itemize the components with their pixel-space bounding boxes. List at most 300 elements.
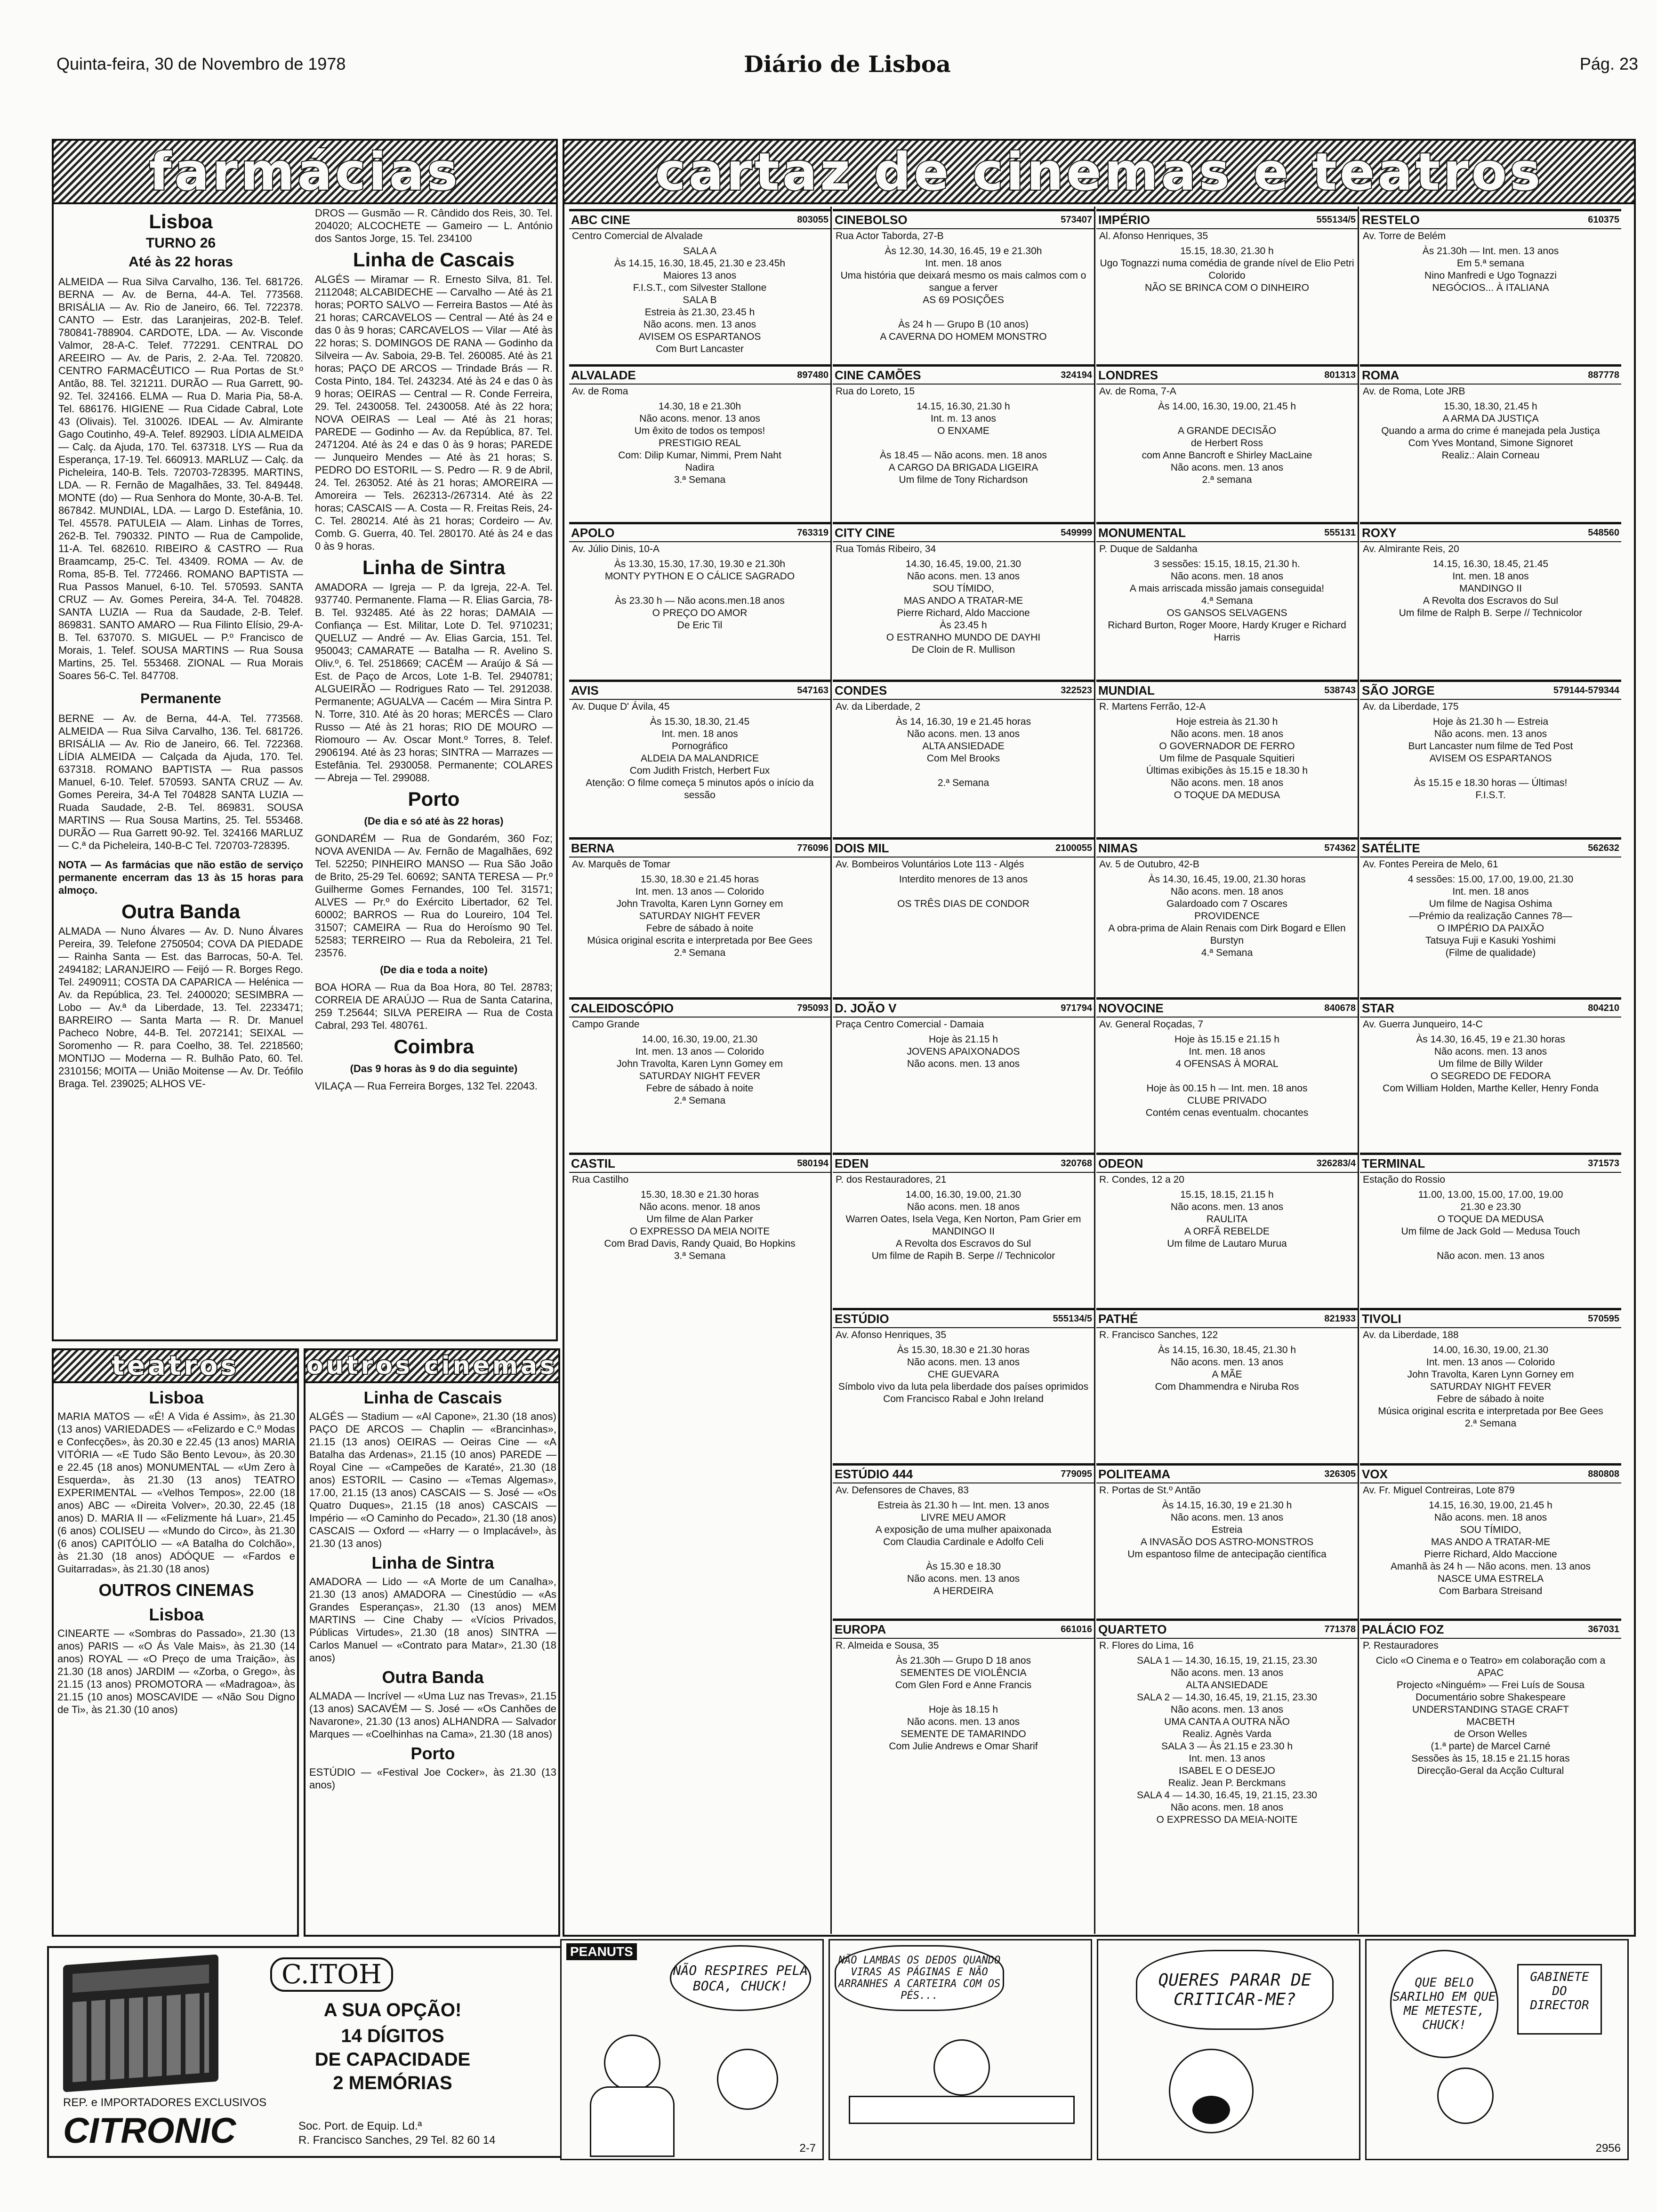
ad-rep: REP. e IMPORTADORES EXCLUSIVOS: [63, 2096, 267, 2109]
cinema-header: [833, 1310, 1094, 1328]
cinema-program: 15.30, 18.30, 21.45 h A ARMA DA JUSTIÇA Quando a arma do crime é manejada pela Justiça Com Yves Montand, Simone Signoret Realiz.: Alain Corneau: [1381, 401, 1600, 461]
cinema-name: BERNA: [571, 841, 615, 855]
cinema-listing: [1360, 1308, 1621, 1463]
cinema-program: Ciclo «O Cinema e o Teatro» em colaboração com a APAC Projecto «Ninguém» — Frei Luís de Sousa Documentário sobre Shakespeare UNDERSTANDING STAGE CRAFT MACBETH de Orson Welles (1.ª parte) de Marcel Carné Sessões às 15, 18.15 e 21.15 horas Direcção-Geral da Acção Cultural: [1375, 1655, 1606, 1776]
cinema-listing: [569, 837, 830, 997]
cinema-program: Às 12.30, 14.30, 16.45, 19 e 21.30h Int. men. 18 anos Uma história que deixará mesmo os mais calmos com o sangue a ferver AS 69 POSIÇÕES Às 24 h — Grupo B (10 anos) A CAVERNA DO HOMEM MONSTRO: [840, 246, 1086, 342]
cinema-program: 4 sessões: 15.00, 17.00, 19.00, 21.30 Int. men. 18 anos Um filme de Nagisa Oshima —Prémio da realização Cannes 78— O IMPÉRIO DA PAIXÃO Tatsuya Fuji e Kasuki Yoshimi (Filme de qualidade): [1408, 874, 1574, 958]
cinema-program: 14.15, 16.30, 21.30 h Int. m. 13 anos O ENXAME Às 18.45 — Não acons. men. 18 anos A CARGO DA BRIGADA LIGEIRA Um filme de Tony Richardson: [880, 401, 1047, 485]
outros-cinemas-section: [304, 1348, 560, 1937]
cinema-name: STAR: [1362, 1001, 1394, 1015]
teatros-banner: teatros: [54, 1350, 297, 1383]
cinema-header: [569, 840, 830, 858]
cinema-listing: [1096, 680, 1358, 837]
farmacias-porto-heading: Porto: [408, 788, 460, 810]
cartaz-banner: cartaz de cinemas e teatros: [564, 141, 1634, 204]
cinema-address: Campo Grande: [572, 1019, 640, 1030]
cinema-header: [833, 1000, 1094, 1018]
cinema-address: Av. da Liberdade, 2: [836, 701, 921, 712]
cinema-header: [1360, 367, 1621, 385]
teatros-col: [57, 1386, 295, 1934]
cinema-phone: 367031: [1588, 1624, 1619, 1635]
cinema-phone: 548560: [1588, 527, 1619, 538]
cinema-listing: [833, 1153, 1094, 1308]
cinema-name: APOLO: [571, 525, 615, 540]
cinema-address: R. Flores do Lima, 16: [1099, 1640, 1194, 1651]
cinema-phone: 326283/4: [1316, 1158, 1356, 1169]
outros-sintra-list: AMADORA — Lido — «A Morte de um Canalha», 21.30 (13 anos) AMADORA — Cinestúdio — «As Grandes Esperanças», 21.30 (13 anos) MEM MARTINS — Cine Chaby — «Vícios Privados, Públicas Virtudes», 21.30 (18 anos) SINTRA — Carlos Manuel — «Contrato para Matar», 21.30 (18 anos): [309, 1576, 556, 1664]
cinema-name: POLITEAMA: [1098, 1467, 1171, 1481]
farmacias-porto-sub: (De dia e só até às 22 horas): [364, 815, 504, 827]
cinema-phone: 801313: [1324, 369, 1356, 380]
cinema-header: [1096, 840, 1358, 858]
teatros-city: Lisboa: [149, 1388, 204, 1407]
comic-panel-1: [560, 1939, 824, 2160]
cinema-listing: [1096, 209, 1358, 364]
cinema-address: Al. Afonso Henriques, 35: [1099, 231, 1208, 241]
cinema-phone: 763319: [797, 527, 828, 538]
cinema-program: Estreia às 21.30 h — Int. men. 13 anos LIVRE MEU AMOR A exposição de uma mulher apaixonada Com Claudia Cardinale e Adolfo Celi Às 15.30 e 18.30 Não acons. men. 13 anos A HERDEIRA: [875, 1500, 1052, 1596]
page-header: [56, 51, 1638, 82]
cinema-header: [833, 840, 1094, 858]
ad-company: CITRONIC: [63, 2111, 236, 2151]
cinema-phone: 549999: [1061, 527, 1092, 538]
cinema-name: TERMINAL: [1362, 1156, 1425, 1170]
column-rule: [830, 207, 832, 1934]
cinema-name: IMPÉRIO: [1098, 212, 1150, 227]
cinema-name: DOIS MIL: [835, 841, 889, 855]
cinema-address: R. Almeida e Sousa, 35: [836, 1640, 939, 1651]
outros-porto-heading: Porto: [410, 1744, 455, 1763]
cinema-listing: [833, 1619, 1094, 1797]
farmacias-porto-sub2: (De dia e toda a noite): [380, 964, 488, 976]
cinema-header: [1360, 1621, 1621, 1639]
cinema-header: [833, 367, 1094, 385]
farmacias-ate: Até às 22 horas: [129, 254, 233, 270]
cinema-header: [1360, 840, 1621, 858]
cinema-address: Av. Bombeiros Voluntários Lote 113 - Algés: [836, 859, 1024, 870]
cinema-program: SALA 1 — 14.30, 16.15, 19, 21.15, 23.30 Não acons. men. 13 anos ALTA ANSIEDADE SALA 2 — 14.30, 16.45, 19, 21.15, 23.30 Não acons. men. 13 anos UMA CANTA A OUTRA NÃO Realiz. Agnès Varda SALA 3 — Às 21.15 e 23.30 h Int. men. 13 anos ISABEL E O DESEJO Realiz. Jean P. Berckmans SALA 4 — 14.30, 16.45, 19, 21.15, 23.30 Não acons. men. 18 anos O EXPRESSO DA MEIA-NOITE: [1137, 1655, 1317, 1825]
cinema-listing: [1360, 209, 1621, 364]
cinema-name: CITY CINE: [835, 525, 895, 540]
column-rule: [1094, 207, 1095, 1934]
outros-outrabanda-list: ALMADA — Incrível — «Uma Luz nas Trevas», 21.15 (13 anos) SACAVÉM — S. José — «Os Canhões de Navarone», 21.30 (13 anos) ALHANDRA — Salvador Marques — «Coelhinhas na Cama», 21.30 (18 anos): [309, 1690, 556, 1740]
cinema-phone: 821933: [1324, 1313, 1356, 1324]
cinema-listing: [1096, 1619, 1358, 1825]
cinema-phone: 326305: [1324, 1468, 1356, 1479]
cinema-program: 3 sessões: 15.15, 18.15, 21.30 h. Não acons. men. 18 anos A mais arriscada missão jamais conseguida! 4.ª Semana OS GANSOS SELVAGENS Richard Burton, Roger Moore, Hardy Kruger e Richard Harris: [1108, 559, 1346, 643]
cinema-listing: [1096, 364, 1358, 522]
citronic-ad: [47, 1946, 570, 2158]
cinema-program: Hoje às 21.30 h — Estreia Não acons. men. 13 anos Burt Lancaster num filme de Ted Post AVISEM OS ESPARTANOS Às 15.15 e 18.30 horas — Últimas! F.I.S.T.: [1408, 716, 1573, 801]
cinema-header: [1096, 1621, 1358, 1639]
cinema-header: [569, 1155, 830, 1173]
farmacias-sintra-list: AMADORA — Igreja — P. da Igreja, 22-A. Tel. 937740. Permanente. Flama — R. Elias Garcia, 78-B. Tel. 932485. Até às 22 horas; DAMAIA — Confiança — Est. Militar, Lote D. Tel. 9710231; QUELUZ — André — Av. Elias Garcia, 151. Tel. 950043; CAMARATE — Batalha — R. Avelino S. Oliv.º, 6. Tel. 2518669; CACÉM — Araújo & Sá — Est. de Paço de Arcos, Lote 1-B. Tel. 2940781; ALGUEIRÃO — Rodrigues Rato — Tel. 2912038. Permanente; AGUALVA — Cacém — Mira Sintra P. N. Torre, 310. Até às 20 horas; MERCÊS — Claro Russo — Até às 21 horas; RIO DE MOURO — Riomouro — Av. Oscar Mont.º Torres, 8. Telef. 2906194. Até às 23 horas; SINTRA — Marrazes — Estefânia. Tel. 2930058. Permanente; COLARES — Abreja — Tel. 299088.: [315, 581, 553, 784]
cinema-phone: 320768: [1061, 1158, 1092, 1169]
comic-number: 2956: [1595, 2142, 1621, 2155]
cinema-program: Às 14.30, 16.45, 19 e 21.30 horas Não acons. men. 13 anos Um filme de Billy Wilder O SEGREDO DE FEDORA Com William Holden, Marthe Keller, Henry Fonda: [1383, 1034, 1599, 1094]
cartaz-section: [563, 139, 1636, 1937]
cinema-header: [833, 524, 1094, 542]
farmacias-section: [52, 139, 558, 1341]
cinema-name: TIVOLI: [1362, 1311, 1401, 1326]
outros-outrabanda-heading: Outra Banda: [382, 1667, 484, 1687]
cinema-address: Av. Guerra Junqueiro, 14-C: [1363, 1019, 1483, 1030]
calculator-display: [72, 1964, 209, 1993]
outros-lisboa-list: CINEARTE — «Sombras do Passado», 21.30 (13 anos) PARIS — «O Ás Vale Mais», às 21.30 (14 anos) ROYAL — «O Preço de uma Traição», às 21.30 (18 anos) JARDIM — «Zorba, o Grego», às 21.15 (13 anos) PROMOTORA — «Madragoa», às 21.15 (10 anos) MOSCAVIDE — «Não Sou Digno de Ti», às 21.30 (10 anos): [57, 1627, 295, 1715]
page-number: Pág. 23: [1579, 54, 1638, 73]
cinema-listing: [1096, 997, 1358, 1153]
cinema-phone: 840678: [1324, 1002, 1356, 1013]
cinema-header: [1360, 1310, 1621, 1328]
cinema-listing: [1360, 1153, 1621, 1308]
ad-line2: DE CAPACIDADE: [314, 2049, 471, 2070]
cinema-listing: [833, 522, 1094, 680]
cinema-listing: [569, 209, 830, 364]
farmacias-coimbra-sub: (Das 9 horas às 9 do dia seguinte): [350, 1063, 518, 1074]
cinema-address: Av. Almirante Reis, 20: [1363, 544, 1459, 554]
outros-lisboa-heading: Lisboa: [149, 1605, 204, 1624]
cinema-phone: 897480: [797, 369, 828, 380]
cinema-name: EDEN: [835, 1156, 869, 1170]
outros-porto-list: ESTÚDIO — «Festival Joe Cocker», às 21.30 (13 anos): [309, 1766, 556, 1791]
cinema-address: Av. Defensores de Chaves, 83: [836, 1485, 969, 1496]
cinema-address: Av. Fr. Miguel Contreiras, Lote 879: [1363, 1485, 1515, 1496]
cinema-name: AVIS: [571, 683, 599, 697]
farmacias-col-2: [315, 207, 553, 1336]
cinema-program: Às 21.30h — Grupo D 18 anos SEMENTES DE VIOLÊNCIA Com Glen Ford e Anne Francis Hoje às 18.15 h Não acons. men. 13 anos SEMENTE DE TAMARINDO Com Julie Andrews e Omar Sharif: [889, 1655, 1038, 1752]
cinema-program: Às 13.30, 15.30, 17.30, 19.30 e 21.30h MONTY PYTHON E O CÁLICE SAGRADO Às 23.30 h — Não acons.men.18 anos O PREÇO DO AMOR De Eric Til: [604, 559, 795, 631]
cinema-phone: 573407: [1061, 214, 1092, 225]
cinema-header: [569, 1000, 830, 1018]
cinema-phone: 779095: [1061, 1468, 1092, 1479]
masthead: Diário de Lisboa: [744, 51, 951, 78]
comic-date: 2-7: [799, 2142, 816, 2155]
outros-cinemas-heading: OUTROS CINEMAS: [98, 1580, 254, 1600]
cinema-phone: 971794: [1061, 1002, 1092, 1013]
cinema-phone: 580194: [797, 1158, 828, 1169]
cinema-phone: 880808: [1588, 1468, 1619, 1479]
cinema-name: LONDRES: [1098, 368, 1158, 382]
desk: [849, 2096, 1075, 2124]
cinema-header: [1096, 682, 1358, 700]
cinema-phone: 771378: [1324, 1624, 1356, 1635]
office-sign: GABINETE DO DIRECTOR: [1517, 1964, 1602, 2035]
cinema-header: [1360, 524, 1621, 542]
outros-cascais-heading: Linha de Cascais: [363, 1388, 502, 1407]
cinema-program: 11.00, 13.00, 15.00, 17.00, 19.00 21.30 e 23.30 O TOQUE DA MEDUSA Um filme de Jack Gold — Medusa Touch Não acon. men. 13 anos: [1401, 1189, 1580, 1261]
cinema-phone: 2100055: [1055, 842, 1092, 853]
cinema-address: Av. de Roma, Lote JRB: [1363, 386, 1465, 397]
cinema-header: [1096, 367, 1358, 385]
cinema-name: PATHÉ: [1098, 1311, 1138, 1326]
cinema-address: Centro Comercial de Alvalade: [572, 231, 703, 241]
cinema-name: MONUMENTAL: [1098, 525, 1186, 540]
cinema-listing: [833, 209, 1094, 364]
cinema-header: [569, 367, 830, 385]
cinema-address: Av. Marquês de Tomar: [572, 859, 670, 870]
cinema-address: P. dos Restauradores, 21: [836, 1174, 947, 1185]
cinema-address: Rua do Loreto, 15: [836, 386, 915, 397]
cinema-header: [1096, 1000, 1358, 1018]
cinema-address: Estação do Rossio: [1363, 1174, 1446, 1185]
cinema-name: NOVOCINE: [1098, 1001, 1164, 1015]
cinema-address: R. Portas de St.º Antão: [1099, 1485, 1201, 1496]
charlie-figure: [933, 2039, 990, 2096]
cinema-address: Av. Duque D' Ávila, 45: [572, 701, 670, 712]
farmacias-cont: DROS — Gusmão — R. Cândido dos Reis, 30. Tel. 204020; ALCOCHETE — Gameiro — L. António dos Santos Jorge, 15. Tel. 234100: [315, 207, 553, 244]
cinema-name: ODEON: [1098, 1156, 1143, 1170]
cinema-address: Av. Afonso Henriques, 35: [836, 1330, 947, 1340]
cinema-program: Às 14.00, 16.30, 19.00, 21.45 h A GRANDE DECISÃO de Herbert Ross com Anne Bancroft e Shirley MacLaine Não acons. men. 13 anos 2.ª semana: [1142, 401, 1312, 485]
cinema-listing: [1096, 1308, 1358, 1463]
cinema-header: [833, 1621, 1094, 1639]
cinema-phone: 887778: [1588, 369, 1619, 380]
cinema-program: 14.15, 16.30, 19.00, 21.45 h Não acons. men. 18 anos SOU TÍMIDO, MAS ANDO A TRATAR-ME Pierre Richard, Aldo Maccione Amanhã às 24 h — Não acons. men. 13 anos NASCE UMA ESTRELA Com Barbara Streisand: [1391, 1500, 1591, 1596]
cinema-header: [1096, 1310, 1358, 1328]
cinema-name: PALÁCIO FOZ: [1362, 1622, 1444, 1636]
cinema-listing: [1360, 997, 1621, 1153]
cinema-header: [1096, 1155, 1358, 1173]
cinema-header: [1096, 1466, 1358, 1483]
farmacias-permanente-heading: Permanente: [140, 691, 221, 706]
cinema-listing: [833, 680, 1094, 837]
cinema-phone: 661016: [1061, 1624, 1092, 1635]
outros-cascais-list: ALGÉS — Stadium — «Al Capone», 21.30 (18 anos) PAÇO DE ARCOS — Chaplin — «Brancinhas», 21.15 (13 anos) OEIRAS — Oeiras Cine — «A Batalha das Ardenas», 21.15 (10 anos) PAREDE — Royal Cine — «Campeões de Karaté», 21.30 (18 anos) ESTORIL — Casino — «Temas Algemas», 17.00, 21.15 (13 anos) CASCAIS — S. José — «Os Quatro Duques», 21.15 (18 anos) CASCAIS — Império — «O Caminho do Pecado», 21.30 (18 anos) CASCAIS — Oxford — «Harry — o Implacável», às 21.30 (13 anos): [309, 1411, 556, 1549]
cinema-name: EUROPA: [835, 1622, 886, 1636]
cinema-header: [1096, 211, 1358, 229]
cinema-header: [1360, 1000, 1621, 1018]
cinema-name: SATÉLITE: [1362, 841, 1420, 855]
cinema-program: 14.30, 18 e 21.30h Não acons. menor. 13 anos Um êxito de todos os tempos! PRESTIGIO REAL Com: Dilip Kumar, Nimmi, Prem Naht Nadira 3.ª Semana: [618, 401, 781, 485]
cinema-name: SÃO JORGE: [1362, 683, 1435, 697]
calculator-keys: [72, 1993, 209, 2082]
cinema-listing: [1096, 1153, 1358, 1308]
cinema-phone: 562632: [1588, 842, 1619, 853]
cinema-program: 15.15, 18.30, 21.30 h Ugo Tognazzi numa comédia de grande nível de Elio Petri Colorido NÃO SE BRINCA COM O DINHEIRO: [1100, 246, 1354, 293]
cinema-program: Às 14.30, 16.45, 19.00, 21.30 horas Não acons. men. 18 anos Galardoado com 7 Oscares PROVIDENCE A obra-prima de Alain Renais com Dirk Bogard e Ellen Burstyn 4.ª Semana: [1108, 874, 1346, 958]
cinema-address: R. Martens Ferrão, 12-A: [1099, 701, 1206, 712]
cinema-name: CALEIDOSCÓPIO: [571, 1001, 674, 1015]
farmacias-banner: farmácias: [54, 141, 556, 204]
cinema-address: Av. Fontes Pereira de Melo, 61: [1363, 859, 1498, 870]
column-rule: [1358, 207, 1359, 1934]
comic-title: PEANUTS: [566, 1943, 637, 1960]
cinema-name: ROMA: [1362, 368, 1400, 382]
cinema-phone: 371573: [1588, 1158, 1619, 1169]
cinema-program: Às 14, 16.30, 19 e 21.45 horas Não acons. men. 13 anos ALTA ANSIEDADE Com Mel Brooks 2.ª Semana: [895, 716, 1031, 788]
cinema-listing: [1360, 680, 1621, 837]
cinema-phone: 555134/5: [1316, 214, 1356, 225]
cinema-program: Hoje às 21.15 h JOVENS APAIXONADOS Não acons. men. 13 anos: [907, 1034, 1020, 1069]
farmacias-outrabanda-list: ALMADA — Nuno Álvares — Av. D. Nuno Álvares Pereira, 39. Telefone 2750504; COVA DA PIEDADE — Rainha Santa — Est. das Barrocas, 50-A. Tel. 2494182; LARANJEIRO — Feijó — R. Borges Rego. Tel. 2490911; COSTA DA CAPARICA — Helénica — Av. da República, 23. Tel. 2400020; SESIMBRA — Lobo — Av.ª da Liberdade, 13. Tel. 2233471; BARREIRO — Santa Marta — R. Dr. Manuel Pacheco Nobre, 44-B. Tel. 2072141; SEIXAL — Soromenho — R. para Coelho, 38. Tel. 2218560; MONTIJO — Moderna — R. Bulhão Pato, 60. Tel. 2310156; MOITA — União Moitense — Av. Dr. Teófilo Braga. Tel. 239025; ALHOS VE-: [58, 925, 303, 1090]
cinema-header: [1360, 1466, 1621, 1483]
cinema-header: [833, 1466, 1094, 1483]
cinema-program: Às 14.15, 16.30, 19 e 21.30 h Não acons. men. 13 anos Estreia A INVASÃO DOS ASTRO-MONSTROS Um espantoso filme de antecipação científica: [1127, 1500, 1327, 1560]
cinema-listing: [1360, 522, 1621, 680]
issue-date: Quinta-feira, 30 de Novembro de 1978: [56, 54, 346, 73]
cinema-address: Av. de Roma: [572, 386, 628, 397]
farmacias-cascais-list: ALGÉS — Miramar — R. Ernesto Silva, 81. Tel. 2112048; ALCABIDECHE — Carvalho — Até às 21 horas; PORTO SALVO — Ferreira Bastos — Até às 21 horas; CARCAVELOS — Central — Até às 24 e das 0 às 9 horas; CARCAVELOS — Vilar — Até às 22 horas; S. DOMINGOS DE RANA — Godinho da Silveira — Av. Saboia, 29-B. Tel. 260085. Até às 21 horas; PAÇO DE ARCOS — Trindade Brás — R. Costa Pinto, 184. Tel. 243234. Até às 24 e das 0 às 9 horas; OEIRAS — Central — R. Conde Ferreira, 29. Tel. 2430058. Tel. 2430058. Até às 22 hora; NOVA OEIRAS — Leal — Até às 21 horas; PAREDE — Godinho — Av. da República, 87. Tel. 2471204. Até às 24 e das 0 às 9 horas; PAREDE — Junqueiro Mendes — Até às 21 horas; S. PEDRO DO ESTORIL — S. Pedro — R. 9 de Abril, 24. Tel. 263052. Até às 21 horas; AMOREIRA — Amoreira — Tels. 262313-/267314. Até às 22 horas; CASCAIS — A. Costa — R. Freitas Reis, 24-C. Tel. 280214. Até às 21 horas; Cordeiro — Av. Comb. G. Guerra, 40. Tel. 280170. Até às 24 e das 0 às 9 horas.: [315, 273, 553, 552]
cinema-header: [569, 682, 830, 700]
cinema-address: Praça Centro Comercial - Damaia: [836, 1019, 984, 1030]
cinema-phone: 579144-579344: [1553, 685, 1619, 696]
cinema-listing: [833, 1463, 1094, 1619]
ad-line1: 14 DÍGITOS: [341, 2026, 444, 2046]
cinema-phone: 610375: [1588, 214, 1619, 225]
cinema-program: 15.15, 18.15, 21.15 h Não acons. men. 13 anos RAULITA A ORFÃ REBELDE Um filme de Lautaro Murua: [1167, 1189, 1287, 1249]
outros-col: [309, 1386, 556, 1934]
ad-tagline: A SUA OPÇÃO!: [323, 2000, 462, 2020]
cinema-phone: 324194: [1061, 369, 1092, 380]
cinema-program: 14.15, 16.30, 18.45, 21.45 Int. men. 18 anos MANDINGO II A Revolta dos Escravos do Sul Um filme de Ralph B. Serpe // Technicolor: [1399, 559, 1583, 618]
cinema-phone: 776096: [797, 842, 828, 853]
cinema-header: [833, 211, 1094, 229]
cinema-name: QUARTETO: [1098, 1622, 1167, 1636]
cinema-listing: [569, 997, 830, 1153]
farmacias-cascais-heading: Linha de Cascais: [353, 248, 515, 271]
cinema-header: [569, 211, 830, 229]
cinema-phone: 803055: [797, 214, 828, 225]
farmacias-coimbra-heading: Coimbra: [394, 1035, 474, 1058]
cinema-listing: [569, 1153, 830, 1764]
cinema-header: [1360, 682, 1621, 700]
ad-addr2: R. Francisco Sanches, 29 Tel. 82 60 14: [298, 2134, 496, 2147]
farmacias-porto-list: GONDARÉM — Rua de Gondarém, 360 Foz; NOVA AVENIDA — Av. Fernão de Magalhães, 692 Tel. 52250; PINHEIRO MANSO — Rua São João de Brito, 25-29 Tel. 60692; SANTA TERESA — Pr.º Guilherme Gomes Fernandes, 100 Tel. 31571; ALVES — Pr.º do Exército Libertador, 62 Tel. 60002; BARROS — Rua do Loureiro, 104 Tel. 31507; CAMEIRA — Rua do Heroísmo 90 Tel. 52583; TERREIRO — Rua da Reboleira, 21 Tel. 23576.: [315, 833, 553, 959]
cinema-name: NIMAS: [1098, 841, 1138, 855]
cinema-name: ESTÚDIO 444: [835, 1467, 913, 1481]
cinema-listing: [1360, 364, 1621, 522]
cinema-phone: 322523: [1061, 685, 1092, 696]
cinema-listing: [1360, 837, 1621, 997]
farmacias-lisboa-list: ALMEIDA — Rua Silva Carvalho, 136. Tel. 681726. BERNA — Av. de Berna, 44-A. Tel. 773568. BRISÁLIA — Av. Rio de Janeiro, 66. Tel. 722378. CANTO — Estr. das Laranjeiras, 202-B. Telef. 780841-788904. CARDOTE, LDA. — Av. Visconde Valmor, 28-A-C. Telef. 772291. CENTRAL DO AREEIRO — Av. de Paris, 2. 2-Aa. Tel. 720820. CENTRO FARMACÊUTICO — Rua Portas de St.º Antão, 88. Tel. 321211. DURÃO — Rua Garrett, 90-92. Tel. 324166. ELMA — Rua D. Maria Pia, 58-A. Tel. 686176. HIGIENE — Rua Cidade Cabral, Lote 43 (Olivais). Tel. 310026. IDEAL — Av. Almirante Gago Coutinho, 49-A. Telef. 892903. LÍDIA ALMEIDA — Calç. da Ajuda, 170. Tel. 637318. LYS — Rua da Esperança, 17-19. Tel. 660913. MARLUZ — Calç. da Picheleira, 140-B. Tels. 720703-728395. MARTINS, LDA. — R. Fernão de Magalhães, 33. Tel. 849448. MONTE (do) — Rua Senhora do Monte, 30-A-B. Tel. 867842. MUNDIAL, LDA. — Largo D. Estefânia, 10. Tel. 45578. PATULEIA — Alam. Linhas de Torres, 262-B. Tel. 790332. PINTO — Rua de Campolide, 11-A. Tel. 682610. RIBEIRO & CASTRO — Rua Braamcamp, 25-C. Tel. 43409. ROMA — Av. de Roma, 85-B. Tel. 772466. ROMANO BAPTISTA — Rua Passos Manuel, 6-10. Tel. 570593. SANTA CRUZ — Av. Gomes Pereira, 34-A. Tel. 704828. SANTA LUZIA — Rua da Saudade, 2-B. Telef. 869831. SANTO AMARO — Rua Filinto Elísio, 29-A-B. Tel. 637070. S. MIGUEL — P.º Francisco de Morais, 1. Telef. SOUSA MARTINS — Rua Sousa Martins, 25. Tel. 553468. ZIONAL — Rua Morais Soares 56-C. Tel. 847708.: [58, 276, 303, 681]
comic-bubble-2: NÃO LAMBAS OS DEDOS QUANDO VIRAS AS PÁGINAS E NÃO ARRANHES A CARTEIRA COM OS PÉS...: [835, 1945, 1004, 2011]
ad-brand: C.ITOH: [270, 1957, 393, 1992]
cinema-program: Às 15.30, 18.30 e 21.30 horas Não acons. men. 13 anos CHE GUEVARA Símbolo vivo da luta pela liberdade dos países oprimidos Com Francisco Rabal e John Ireland: [838, 1345, 1089, 1404]
cinema-address: Rua Actor Taborda, 27-B: [836, 231, 944, 241]
comic-bubble-3: QUERES PARAR DE CRITICAR-ME?: [1136, 1950, 1334, 2030]
cinema-header: [1360, 211, 1621, 229]
cinema-listing: [1360, 1463, 1621, 1619]
teatros-list: MARIA MATOS — «É! A Vida é Assim», às 21.30 (13 anos) VARIEDADES — «Felizardo e C.º Modas e Confecções», às 20.30 e 22.45 (13 anos) MARIA VITÓRIA — «E Tudo São Bento Levou», às 20.30 e 22.45 (18 anos) MONUMENTAL — «Um Zero à Esquerda», às 21.30 (13 anos) TEATRO EXPERIMENTAL — «Velhos Tempos», 22.00 (18 anos) ABC — «Direita Volver», 20.30, 22.45 (18 anos) D. MARIA II — «Felizmente há Luar», 21.45 (6 anos) COLISEU — «Mundo do Circo», às 21.30 (6 anos) CAPITÓLIO — «A Batalha do Colchão», às 21.30 (18 anos) ADÓQUE — «Fardos e Guitarradas», às 21.30 (18 anos): [57, 1411, 295, 1575]
cinema-name: CASTIL: [571, 1156, 615, 1170]
cinema-program: 14.30, 16.45, 19.00, 21.30 Não acons. men. 13 anos SOU TÍMIDO, MAS ANDO A TRATAR-ME Pierre Richard, Aldo Maccione Às 23.45 h O ESTRANHO MUNDO DE DAYHI De Cloin de R. Mullison: [886, 559, 1041, 655]
cinema-program: Hoje estreia às 21.30 h Não acons. men. 18 anos O GOVERNADOR DE FERRO Um filme de Pasquale Squitieri Últimas exibições às 15.15 e 18.30 h Não acons. men. 18 anos O TOQUE DA MEDUSA: [1146, 716, 1308, 801]
comic-bubble-4: QUE BELO SARILHO EM QUE ME METESTE, CHUCK!: [1390, 1950, 1498, 2058]
lucy-body: [590, 2086, 675, 2157]
cinema-phone: 547163: [797, 685, 828, 696]
cinema-address: R. Francisco Sanches, 122: [1099, 1330, 1218, 1340]
cinema-phone: 574362: [1324, 842, 1356, 853]
cinema-program: Hoje às 15.15 e 21.15 h Int. men. 18 anos 4 OFENSAS À MORAL Hoje às 00.15 h — Int. men. 18 anos CLUBE PRIVADO Contém cenas eventualm. chocantes: [1145, 1034, 1309, 1118]
cinema-program: Interdito menores de 13 anos OS TRÊS DIAS DE CONDOR: [897, 874, 1030, 909]
calculator-image: [63, 1954, 218, 2092]
cinema-program: 14.00, 16.30, 19.00, 21.30 Int. men. 13 anos — Colorido John Travolta, Karen Lynn Gomey em SATURDAY NIGHT FEVER Febre de sábado à noite 2.ª Semana: [617, 1034, 783, 1106]
farmacias-outrabanda-heading: Outra Banda: [121, 900, 241, 922]
cinema-listing: [569, 680, 830, 837]
lucy-figure: [604, 2035, 660, 2091]
cinema-listing: [569, 522, 830, 680]
cinema-address: Av. Torre de Belém: [1363, 231, 1446, 241]
outros-cinemas-banner: outros cinemas: [306, 1350, 558, 1383]
cinema-header: [1096, 524, 1358, 542]
farmacias-nota: NOTA — As farmácias que não estão de serviço permanente encerram das 13 às 15 horas para almoço.: [58, 859, 303, 896]
cinema-listing: [1360, 1619, 1621, 1797]
teatros-section: [52, 1348, 299, 1937]
cinema-name: ABC CINE: [571, 212, 630, 227]
cinema-program: 14.00, 16.30, 19.00, 21.30 Não acons. men. 18 anos Warren Oates, Isela Vega, Ken Norton, Pam Grier em MANDINGO II A Revolta dos Escravos do Sul Um filme de Rapih B. Serpe // Technicolor: [845, 1189, 1081, 1261]
cinema-name: CONDES: [835, 683, 887, 697]
cinema-header: [833, 1155, 1094, 1173]
farmacias-lisboa-heading: Lisboa: [149, 210, 213, 232]
cinema-program: Às 14.15, 16.30, 18.45, 21.30 h Não acons. men. 13 anos A MÃE Com Dhammendra e Niruba Ros: [1155, 1345, 1299, 1392]
cinema-header: [569, 524, 830, 542]
cinema-address: Av. da Liberdade, 175: [1363, 701, 1459, 712]
farmacias-porto-list2: BOA HORA — Rua da Boa Hora, 80 Tel. 28783; CORREIA DE ARAÚJO — Rua de Santa Catarina, 259 T.25644; SILVA PEREIRA — Rua de Costa Cabral, 293 Tel. 480761.: [315, 981, 553, 1031]
cinema-name: RESTELO: [1362, 212, 1420, 227]
cinema-address: Rua Tomás Ribeiro, 34: [836, 544, 936, 554]
cinema-program: Às 15.30, 18.30, 21.45 Int. men. 18 anos Pornográfico ALDEIA DA MALANDRICE Com Judith Fristch, Herbert Fux Atenção: O filme começa 5 minutos após o início da sessão: [586, 716, 814, 801]
comic-bubble-1: NÃO RESPIRES PELA BOCA, CHUCK!: [670, 1945, 811, 2011]
cinema-address: Av. General Roçadas, 7: [1099, 1019, 1204, 1030]
peppermint-figure: [1437, 2068, 1494, 2124]
cinema-phone: 555134/5: [1053, 1313, 1092, 1324]
farmacias-turno: TURNO 26: [145, 235, 216, 251]
farmacias-coimbra-list: VILAÇA — Rua Ferreira Borges, 132 Tel. 22043.: [315, 1080, 538, 1092]
cinema-listing: [833, 364, 1094, 522]
cinema-address: Rua Castilho: [572, 1174, 629, 1185]
cinema-phone: 538743: [1324, 685, 1356, 696]
mouth: [1192, 2096, 1230, 2124]
cinema-address: P. Restauradores: [1363, 1640, 1439, 1651]
cinema-name: ESTÚDIO: [835, 1311, 889, 1326]
charlie-head: [717, 2049, 778, 2110]
cinema-phone: 804210: [1588, 1002, 1619, 1013]
cinema-phone: 555131: [1324, 527, 1356, 538]
cinema-name: ALVALADE: [571, 368, 636, 382]
cinema-address: Av. de Roma, 7-A: [1099, 386, 1176, 397]
cinema-name: VOX: [1362, 1467, 1388, 1481]
outros-sintra-heading: Linha de Sintra: [371, 1553, 494, 1572]
comic-panel-3: [1097, 1939, 1360, 2160]
farmacias-col-1: [58, 207, 303, 1336]
cinema-listing: [1096, 522, 1358, 680]
cinema-address: Av. da Liberdade, 188: [1363, 1330, 1459, 1340]
cinema-listing: [833, 837, 1094, 997]
cinema-name: ROXY: [1362, 525, 1397, 540]
comic-panel-4: [1365, 1939, 1629, 2160]
cinema-header: [833, 682, 1094, 700]
ad-line3: 2 MEMÓRIAS: [333, 2073, 452, 2093]
cinema-listing: [569, 364, 830, 522]
cinema-program: SALA A Às 14.15, 16.30, 18.45, 21.30 e 23.45h Maiores 13 anos F.I.S.T., com Silvester Stallone SALA B Estreia às 21.30, 23.45 h Não acons. men. 13 anos AVISEM OS ESPARTANOS Com Burt Lancaster: [614, 246, 786, 354]
ad-addr1: Soc. Port. de Equip. Ld.ª: [298, 2120, 422, 2132]
cinema-name: MUNDIAL: [1098, 683, 1155, 697]
comic-panel-2: [828, 1939, 1092, 2160]
cinema-address: R. Condes, 12 a 20: [1099, 1174, 1184, 1185]
cinema-program: Às 21.30h — Int. men. 13 anos Em 5.ª semana Nino Manfredi e Ugo Tognazzi NEGÓCIOS... À ITALIANA: [1422, 246, 1559, 293]
cinema-name: D. JOÃO V: [835, 1001, 897, 1015]
farmacias-sintra-heading: Linha de Sintra: [362, 556, 506, 578]
cinema-phone: 570595: [1588, 1313, 1619, 1324]
cinema-listing: [833, 997, 1094, 1153]
cinema-listing: [833, 1308, 1094, 1463]
cinema-name: CINE CAMÕES: [835, 368, 921, 382]
cinema-program: 15.30, 18.30 e 21.30 horas Não acons. menor. 18 anos Um filme de Alan Parker O EXPRESSO DA MEIA NOITE Com Brad Davis, Randy Quaid, Bo Hopkins 3.ª Semana: [604, 1189, 796, 1261]
cinema-header: [1360, 1155, 1621, 1173]
cinema-address: P. Duque de Saldanha: [1099, 544, 1198, 554]
cinema-name: CINEBOLSO: [835, 212, 908, 227]
